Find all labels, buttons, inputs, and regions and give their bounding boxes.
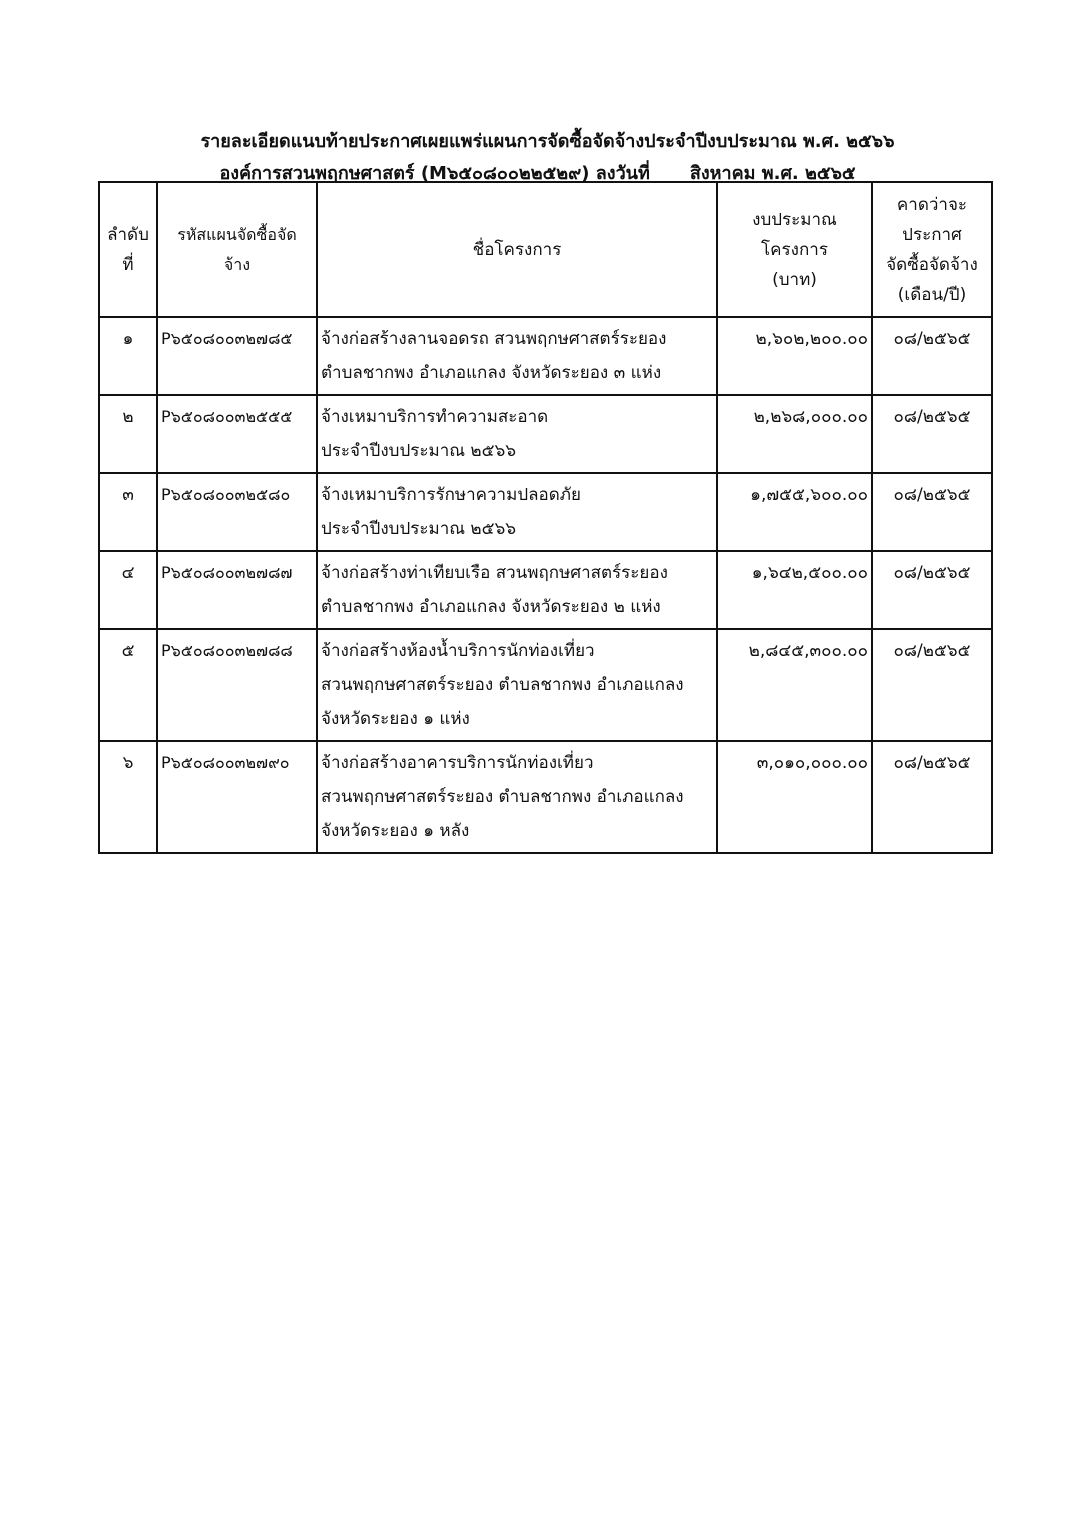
header-text: โครงการ bbox=[761, 239, 828, 260]
header-expected bbox=[872, 182, 992, 317]
project-name-line: ประจำปีงบประมาณ ๒๕๖๖ bbox=[321, 441, 517, 461]
project-name bbox=[317, 551, 717, 629]
plan-code: P๖๕๐๘๐๐๓๒๗๙๐ bbox=[157, 741, 317, 853]
project-name-line: ตำบลชากพง อำเภอแกลง จังหวัดระยอง ๓ แห่ง bbox=[321, 363, 662, 383]
table-row bbox=[99, 629, 992, 741]
project-name-line: ประจำปีงบประมาณ ๒๕๖๖ bbox=[321, 519, 517, 539]
project-budget: ๒,๖๐๒,๒๐๐.๐๐ bbox=[717, 317, 872, 395]
table-row bbox=[99, 551, 992, 629]
project-budget: ๑,๖๔๒,๕๐๐.๐๐ bbox=[717, 551, 872, 629]
row-number: ๓ bbox=[99, 473, 157, 551]
project-budget: ๒,๘๔๕,๓๐๐.๐๐ bbox=[717, 629, 872, 741]
expected-announce-date: ๐๘/๒๕๖๕ bbox=[872, 551, 992, 629]
project-budget: ๒,๒๖๘,๐๐๐.๐๐ bbox=[717, 395, 872, 473]
header-text: งบประมาณ bbox=[752, 209, 837, 230]
project-name-line: สวนพฤกษศาสตร์ระยอง ตำบลชากพง อำเภอแกลง bbox=[321, 787, 684, 807]
project-name-line: จ้างเหมาบริการทำความสะอาด bbox=[321, 407, 549, 427]
project-name-line: จ้างก่อสร้างท่าเทียบเรือ สวนพฤกษศาสตร์ระยอง bbox=[321, 563, 668, 583]
project-name-line: จ้างก่อสร้างห้องน้ำบริการนักท่องเที่ยว bbox=[321, 641, 595, 661]
expected-announce-date: ๐๘/๒๕๖๕ bbox=[872, 741, 992, 853]
project-name bbox=[317, 395, 717, 473]
project-name-line: ตำบลชากพง อำเภอแกลง จังหวัดระยอง ๒ แห่ง bbox=[321, 597, 661, 617]
expected-announce-date: ๐๘/๒๕๖๕ bbox=[872, 473, 992, 551]
header-text: คาดว่าจะ bbox=[896, 194, 968, 215]
header-text: (เดือน/ปี) bbox=[897, 284, 967, 305]
project-budget: ๓,๐๑๐,๐๐๐.๐๐ bbox=[717, 741, 872, 853]
header-text: ที่ bbox=[122, 254, 134, 275]
header-text: จัดซื้อจัดจ้าง bbox=[886, 254, 978, 275]
project-name-line: จ้างเหมาบริการรักษาความปลอดภัย bbox=[321, 485, 581, 505]
project-name bbox=[317, 317, 717, 395]
plan-code: P๖๕๐๘๐๐๓๒๗๘๗ bbox=[157, 551, 317, 629]
row-number: ๔ bbox=[99, 551, 157, 629]
plan-code: P๖๕๐๘๐๐๓๒๕๘๐ bbox=[157, 473, 317, 551]
expected-announce-date: ๐๘/๒๕๖๕ bbox=[872, 629, 992, 741]
row-number: ๒ bbox=[99, 395, 157, 473]
project-name-line: สวนพฤกษศาสตร์ระยอง ตำบลชากพง อำเภอแกลง bbox=[321, 675, 684, 695]
expected-announce-date: ๐๘/๒๕๖๕ bbox=[872, 395, 992, 473]
project-name-line: จ้างก่อสร้างลานจอดรถ สวนพฤกษศาสตร์ระยอง bbox=[321, 329, 667, 349]
row-number: ๑ bbox=[99, 317, 157, 395]
procurement-plan-table bbox=[98, 181, 993, 854]
header-budget bbox=[717, 182, 872, 317]
plan-code: P๖๕๐๘๐๐๓๒๗๘๕ bbox=[157, 317, 317, 395]
organization-line: องค์การสวนพฤกษศาสตร์ (M๖๕๐๘๐๐๒๒๕๒๙) ลงวันที่ bbox=[219, 163, 650, 184]
header-text: รหัสแผนจัดซื้อจัด bbox=[177, 224, 297, 244]
document-title: รายละเอียดแนบท้ายประกาศเผยแพร่แผนการจัดซื้อจัดจ้างประจำปีงบประมาณ พ.ศ. ๒๕๖๖ bbox=[200, 131, 895, 152]
header-text: (บาท) bbox=[772, 269, 817, 290]
plan-code: P๖๕๐๘๐๐๓๒๗๘๘ bbox=[157, 629, 317, 741]
project-budget: ๑,๗๕๕,๖๐๐.๐๐ bbox=[717, 473, 872, 551]
header-text: ชื่อโครงการ bbox=[472, 239, 562, 260]
table-row bbox=[99, 741, 992, 853]
header-text: ประกาศ bbox=[902, 224, 962, 245]
expected-announce-date: ๐๘/๒๕๖๕ bbox=[872, 317, 992, 395]
row-number: ๕ bbox=[99, 629, 157, 741]
table-row bbox=[99, 317, 992, 395]
plan-code: P๖๕๐๘๐๐๓๒๕๕๕ bbox=[157, 395, 317, 473]
project-name bbox=[317, 629, 717, 741]
header-text: ลำดับ bbox=[107, 224, 149, 245]
project-name-line: จังหวัดระยอง ๑ หลัง bbox=[321, 821, 470, 841]
project-name bbox=[317, 741, 717, 853]
date-text: สิงหาคม พ.ศ. ๒๕๖๕ bbox=[689, 163, 856, 184]
project-name-line: จังหวัดระยอง ๑ แห่ง bbox=[321, 709, 470, 729]
header-code bbox=[157, 182, 317, 317]
table-row bbox=[99, 395, 992, 473]
table-header-row bbox=[99, 182, 992, 317]
project-name bbox=[317, 473, 717, 551]
header-name bbox=[317, 182, 717, 317]
project-name-line: จ้างก่อสร้างอาคารบริการนักท่องเที่ยว bbox=[321, 753, 594, 773]
header-text: จ้าง bbox=[223, 254, 251, 274]
header-no bbox=[99, 182, 157, 317]
table-row bbox=[99, 473, 992, 551]
row-number: ๖ bbox=[99, 741, 157, 853]
